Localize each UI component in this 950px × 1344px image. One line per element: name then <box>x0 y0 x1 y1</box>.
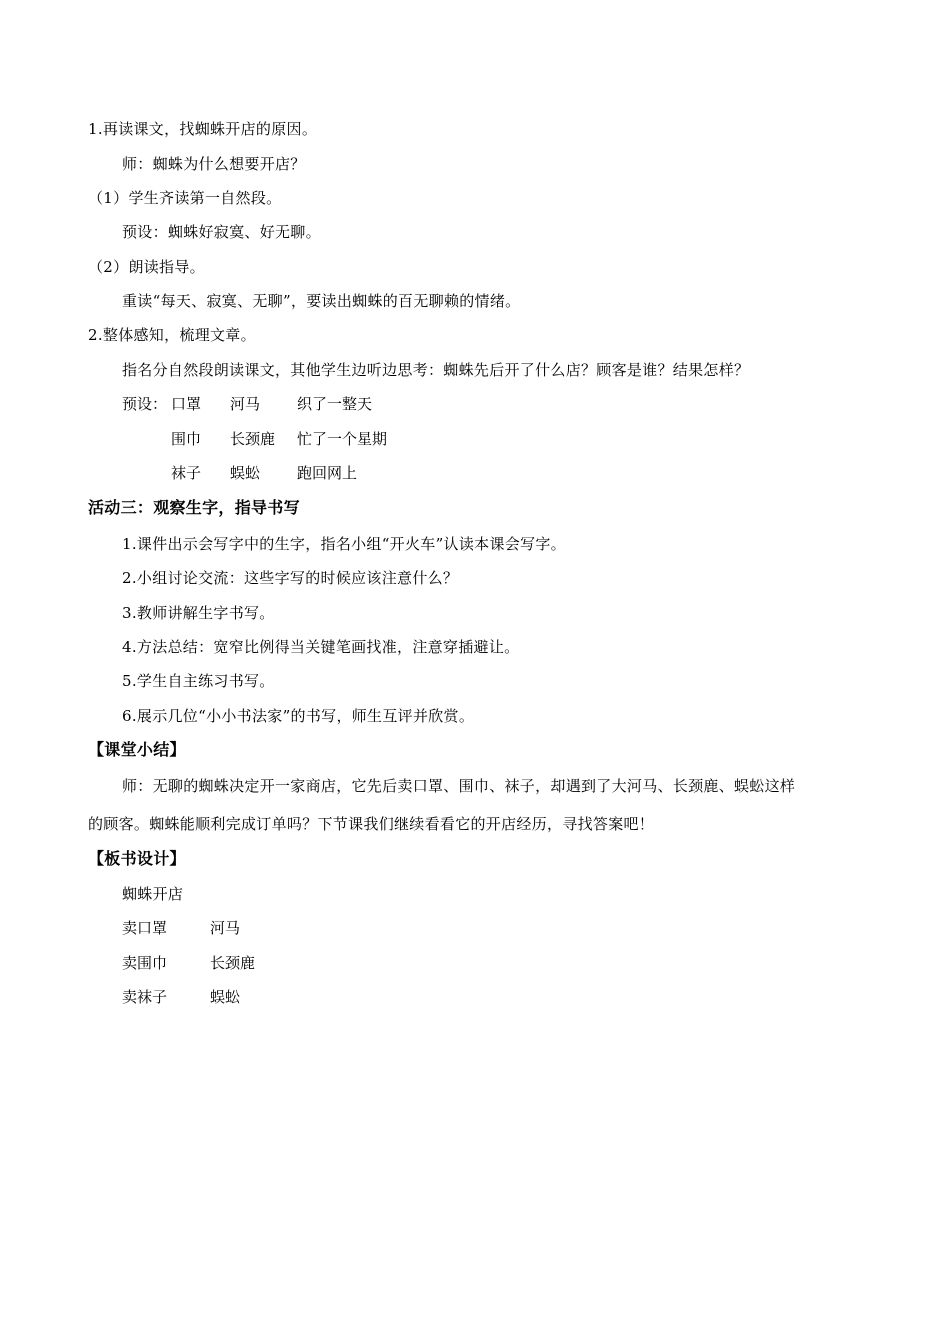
board-customer: 河马 <box>210 919 241 937</box>
preset-customer: 蜈蚣 <box>230 464 261 482</box>
activity-item: 5.学生自主练习书写。 <box>122 672 275 690</box>
activity-item: 1.课件出示会写字中的生字，指名小组“开火车”认读本课会写字。 <box>122 535 566 553</box>
board-title: 蜘蛛开店 <box>122 885 184 903</box>
preset-result: 织了一整天 <box>297 395 373 413</box>
preset-label: 预设： <box>122 395 168 413</box>
activity-3-heading: 活动三：观察生字，指导书写 <box>88 498 300 517</box>
activity-item: 6.展示几位“小小书法家”的书写，师生互评并欣赏。 <box>122 707 475 725</box>
board-shop: 卖袜子 <box>122 988 168 1006</box>
board-customer: 长颈鹿 <box>210 954 256 972</box>
step-1: 1.再读课文，找蜘蛛开店的原因。 <box>88 120 318 138</box>
preset-1: 预设：蜘蛛好寂寞、好无聊。 <box>122 223 321 241</box>
preset-item: 口罩 <box>171 395 202 413</box>
step-2: 2.整体感知，梳理文章。 <box>88 326 256 344</box>
sub-step-1: （1）学生齐读第一自然段。 <box>88 189 282 207</box>
preset-result: 跑回网上 <box>297 464 358 482</box>
sub-step-2: （2）朗读指导。 <box>88 258 205 276</box>
activity-item: 3.教师讲解生字书写。 <box>122 604 275 622</box>
reading-guide: 重读“每天、寂寞、无聊”，要读出蜘蛛的百无聊赖的情绪。 <box>122 292 521 310</box>
preset-customer: 长颈鹿 <box>230 430 276 448</box>
board-shop: 卖围巾 <box>122 954 168 972</box>
summary-line-2: 的顾客。蜘蛛能顺利完成订单吗？下节课我们继续看看它的开店经历，寻找答案吧！ <box>88 815 655 833</box>
preset-customer: 河马 <box>230 395 261 413</box>
instruction: 指名分自然段朗读课文，其他学生边听边思考：蜘蛛先后开了什么店？顾客是谁？结果怎样？ <box>122 361 750 379</box>
summary-heading: 【课堂小结】 <box>88 740 186 759</box>
preset-item: 围巾 <box>171 430 202 448</box>
board-shop: 卖口罩 <box>122 919 168 937</box>
preset-result: 忙了一个星期 <box>297 430 388 448</box>
activity-item: 2.小组讨论交流：这些字写的时候应该注意什么？ <box>122 569 459 587</box>
board-heading: 【板书设计】 <box>88 849 186 868</box>
preset-item: 袜子 <box>171 464 202 482</box>
activity-item: 4.方法总结：宽窄比例得当关键笔画找准，注意穿插避让。 <box>122 638 520 656</box>
summary-line-1: 师：无聊的蜘蛛决定开一家商店，它先后卖口罩、围巾、袜子，却遇到了大河马、长颈鹿、蜈蚣这样 <box>122 777 796 795</box>
board-customer: 蜈蚣 <box>210 988 241 1006</box>
teacher-question: 师：蜘蛛为什么想要开店？ <box>122 155 306 173</box>
